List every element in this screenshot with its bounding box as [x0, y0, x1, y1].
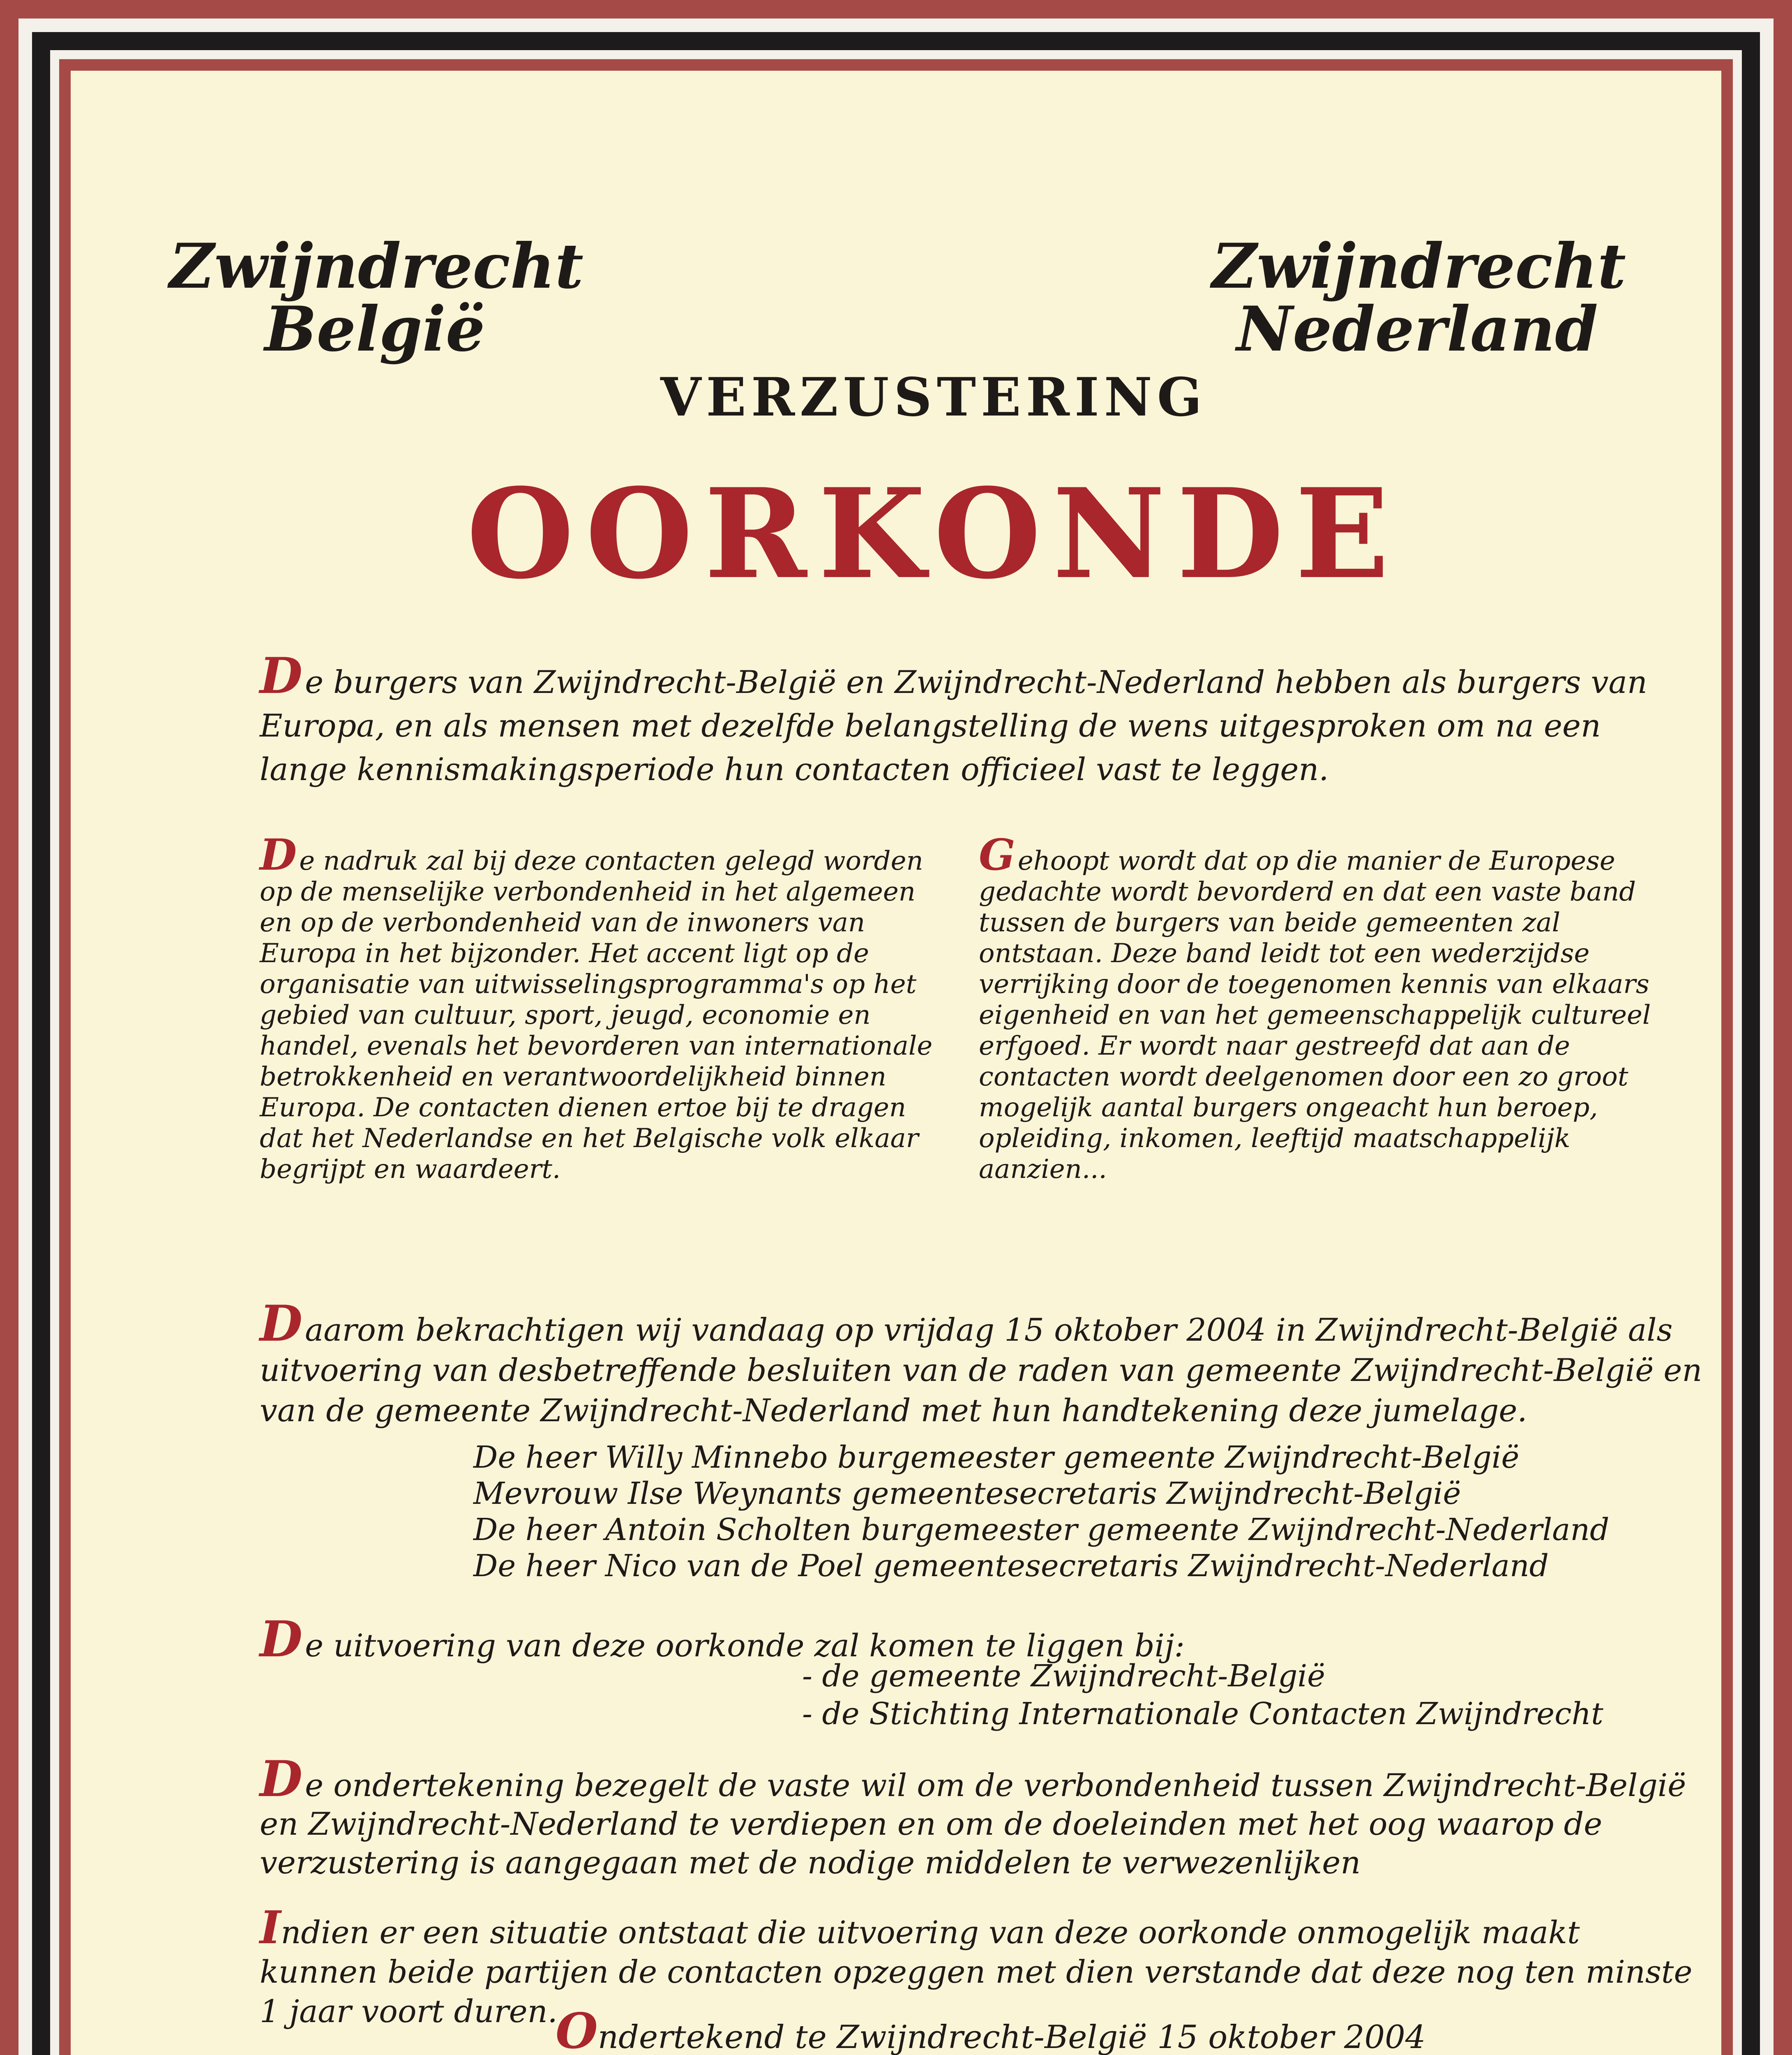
- initial-capital: O: [556, 2002, 598, 2055]
- header-right-line1: Zwijndrecht: [1212, 230, 1626, 302]
- signatures: [71, 2002, 1721, 2055]
- initial-capital: G: [979, 829, 1015, 880]
- header-subtitle: VERZUSTERING: [660, 367, 1207, 428]
- signers-list: [473, 1439, 1690, 1584]
- bullet-item: - de Stichting Internationale Contacten Zwijndrecht: [802, 1696, 1603, 1732]
- intro-paragraph: [260, 647, 1673, 791]
- intro-text: e burgers van Zwijndrecht-België en Zwijndrecht-Nederland hebben als burgers van Europa, en als mensen met dezelfde belangstelling de wens uitgesproken om na een lange kennismakingsperiode hun contacten officieel vast te leggen.: [260, 664, 1647, 787]
- initial-capital: D: [260, 1295, 303, 1353]
- signer-line: De heer Antoin Scholten burgemeester gemeente Zwijndrecht-Nederland: [473, 1512, 1610, 1547]
- initial-capital: D: [260, 1610, 303, 1668]
- header-right: [1212, 230, 1626, 365]
- signed-text: ndertekend te Zwijndrecht-België 15 oktober 2004: [597, 2019, 1426, 2055]
- initial-capital: D: [260, 829, 297, 880]
- header-left-line2: België: [264, 293, 485, 365]
- initial-capital: D: [260, 647, 303, 705]
- initial-capital: I: [260, 1901, 281, 1954]
- right-column-paragraph: [979, 829, 1686, 1185]
- bullet-item: - de gemeente Zwijndrecht-België: [802, 1658, 1325, 1694]
- initial-capital: D: [260, 1750, 303, 1808]
- left-column-paragraph: [260, 829, 954, 1185]
- signer-line: De heer Willy Minnebo burgemeester gemeente Zwijndrecht-België: [473, 1440, 1520, 1475]
- left-column-text: e nadruk zal bij deze contacten gelegd worden op de menselijke verbondenheid in het algemeen en op de verbondenheid van de inwoners van Europa in het bijzonder. Het accent ligt op de organisatie van uitwisselingsprogramma's op het gebied van cultuur, sport, jeugd, economie en handel, evenals het bevorderen van internationale betrokkenheid en verantwoordelijkheid binnen Europa. De contacten dienen ertoe bij te dragen dat het Nederlandse en het Belgische volk elkaar begrijpt en waardeert.: [260, 846, 933, 1185]
- ondertekening-paragraph: [260, 1750, 1706, 1882]
- certificate-paper: [71, 71, 1721, 2055]
- uitvoering-bullets: [802, 1657, 1706, 1733]
- daarom-text: aarom bekrachtigen wij vandaag op vrijdag 15 oktober 2004 in Zwijndrecht-België als uitvoering van desbetreffende besluiten van de raden van gemeente Zwijndrecht-België en van de gemeente Zwijndrecht-Nederland met hun handtekening deze jumelage.: [260, 1312, 1702, 1429]
- daarom-paragraph: [260, 1295, 1706, 1431]
- right-column-text: ehoopt wordt dat op die manier de Europese gedachte wordt bevorderd en dat een vaste band tussen de burgers van beide gemeenten zal ontstaan. Deze band leidt tot een wederzijdse verrijking door de toegenomen kennis van elkaars eigenheid en van het gemeenschappelijk cultureel erfgoed. Er wordt naar gestreefd dat aan de contacten wordt deelgenomen door een zo groot mogelijk aantal burgers ongeacht hun beroep, opleiding, inkomen, leeftijd maatschappelijk aanzien...: [979, 846, 1651, 1185]
- header-left: [169, 230, 583, 365]
- header-left-line1: Zwijndrecht: [169, 230, 583, 302]
- ondertekening-text: e ondertekening bezegelt de vaste wil om de verbondenheid tussen Zwijndrecht-België en Zwijndrecht-Nederland te verdiepen en om de doeleinden met het oog waarop de verzustering is aangegaan met de nodige middelen te verwezenlijken: [260, 1767, 1686, 1881]
- signer-line: De heer Nico van de Poel gemeentesecretaris Zwijndrecht-Nederland: [473, 1548, 1549, 1584]
- document-title: OORKONDE: [466, 461, 1401, 606]
- header-right-line2: Nederland: [1236, 293, 1598, 365]
- signer-line: Mevrouw Ilse Weynants gemeentesecretaris Zwijndrecht-België: [473, 1476, 1461, 1511]
- uitvoering-text: e uitvoering van deze oorkonde zal komen te liggen bij:: [305, 1627, 1185, 1664]
- indien-text: ndien er een situatie ontstaat die uitvoering van deze oorkonde onmogelijk maakt kunnen beide partijen de contacten opzeggen met dien verstande dat deze nog ten minste 1 jaar voort duren.: [260, 1914, 1693, 2030]
